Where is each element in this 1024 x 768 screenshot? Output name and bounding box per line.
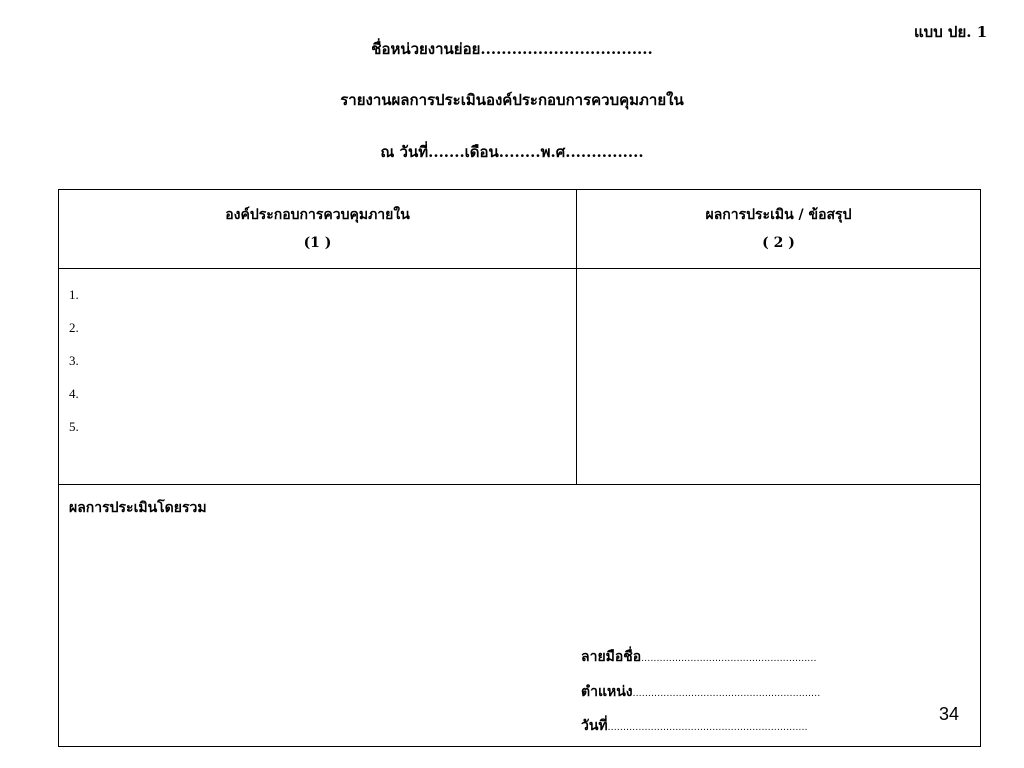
list-item: 2.: [69, 320, 79, 335]
list-item: 5.: [69, 419, 79, 434]
sign-date-dots: .................................................................: [607, 722, 808, 733]
summary-divider: [59, 484, 980, 485]
position-line: [581, 681, 820, 703]
report-title: รายงานผลการประเมินองค์ประกอบการควบคุมภายใน: [340, 91, 684, 109]
position-dots: .............................................................: [632, 688, 821, 699]
column-title: องค์ประกอบการควบคุมภายใน: [225, 207, 410, 223]
list-item: 4.: [69, 386, 79, 401]
signature-dots: .........................................................: [641, 653, 817, 664]
list-item: 1.: [69, 287, 79, 302]
sign-date-line: [581, 715, 808, 737]
column-header-results: [577, 190, 980, 268]
position-label: ตำแหน่ง: [581, 684, 633, 700]
column-header-components: [59, 190, 576, 268]
column-number: (1 ): [303, 235, 332, 251]
header-divider: [59, 268, 980, 269]
overall-assessment-label: ผลการประเมินโดยรวม: [69, 500, 207, 516]
column-title: ผลการประเมิน / ข้อสรุป: [705, 207, 852, 223]
component-list: [69, 286, 79, 451]
signature-label: ลายมือชื่อ: [581, 649, 642, 665]
form-code: แบบ ปย. 1: [914, 23, 988, 41]
report-table: [58, 189, 981, 747]
page-number: 34: [939, 704, 960, 724]
report-date-line: ณ วันที่.......เดือน........พ.ศ...............: [380, 143, 644, 161]
unit-name-line: ชื่อหน่วยงานย่อย.................................: [371, 40, 653, 58]
sign-date-label: วันที่: [581, 718, 608, 734]
column-number: ( 2 ): [762, 235, 795, 251]
list-item: 3.: [69, 353, 79, 368]
signature-line: [581, 646, 817, 668]
